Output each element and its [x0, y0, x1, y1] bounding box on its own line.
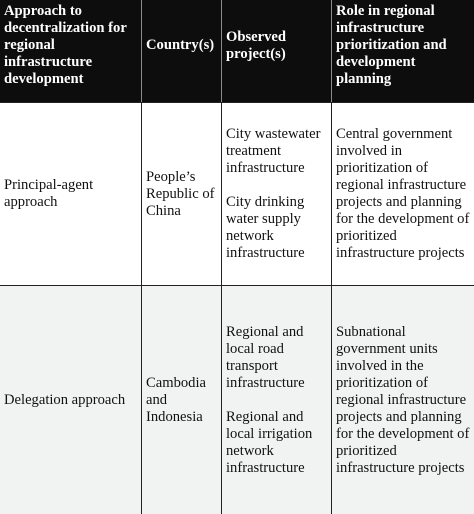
header-approach-label: Approach to decentralization for regional infrastructure development — [4, 3, 127, 87]
table-row-2-approach — [0, 285, 142, 514]
table-row-1-country — [142, 102, 222, 285]
header-country — [142, 0, 222, 102]
table-row-1-role — [332, 102, 474, 285]
table-row-1-approach — [0, 102, 142, 285]
role-text: Central government involved in prioritization of regional infrastructure projects and planning for the development of prioritized infrastructure projects — [336, 126, 470, 261]
header-projects-label: Observed project(s) — [226, 28, 286, 62]
approach-text: Principal-agent approach — [4, 177, 94, 210]
project-item: City wastewater treatment infrastructure — [226, 126, 321, 176]
project-item: City drinking water supply network infrastructure — [226, 194, 305, 261]
table-row-1-projects — [222, 102, 332, 285]
header-role-label: Role in regional infrastructure prioritization and development planning — [336, 3, 447, 87]
project-item: Regional and local irrigation network infrastructure — [226, 408, 313, 476]
table-row-2-role — [332, 285, 474, 514]
table-row-2-projects — [222, 285, 332, 514]
header-projects — [222, 0, 332, 102]
role-text: Subnational government units involved in the prioritization of regional infrastructure projects and planning for the development of prioritized infrastructure projects — [336, 323, 470, 476]
project-item: Regional and local road transport infrastructure — [226, 323, 305, 391]
header-role — [332, 0, 474, 102]
header-country-label: Country(s) — [146, 37, 215, 53]
country-text: People’s Republic of China — [146, 168, 215, 219]
header-approach — [0, 0, 142, 102]
approach-text: Delegation approach — [4, 391, 126, 408]
table-row-2-country — [142, 285, 222, 514]
country-text: Cambodia and Indonesia — [146, 374, 206, 425]
